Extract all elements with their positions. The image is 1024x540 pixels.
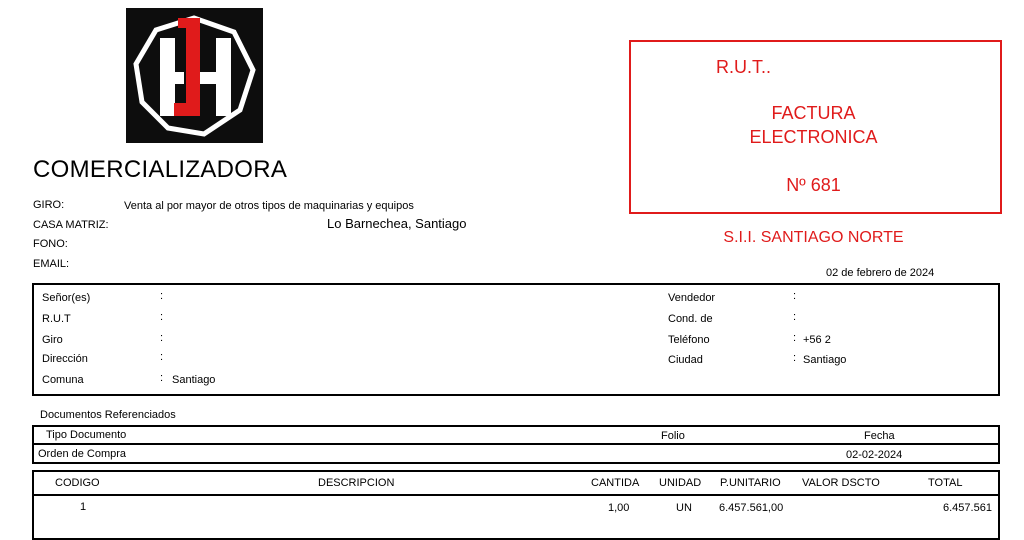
item-total: 6.457.561 <box>943 502 992 514</box>
sep: : <box>793 311 797 323</box>
company-logo <box>126 8 263 143</box>
casa-matriz-label: CASA MATRIZ: <box>33 219 109 231</box>
hex-monogram-logo-icon <box>126 8 263 143</box>
item-cantidad: 1,00 <box>608 502 630 514</box>
giro-label: GIRO: <box>33 199 65 211</box>
item-unidad: UN <box>676 502 692 514</box>
doc-type-line1: FACTURA <box>771 103 856 123</box>
client-label-rut: R.U.T <box>42 313 71 325</box>
items-header-codigo: CODIGO <box>55 477 100 489</box>
fono-label: FONO: <box>33 238 68 250</box>
client-value-telefono: +56 2 <box>803 334 831 346</box>
doc-number: Nº 681 <box>786 175 841 195</box>
client-label-ciudad: Ciudad <box>668 354 703 366</box>
referenced-divider <box>32 443 1000 445</box>
sep: : <box>793 290 797 302</box>
items-divider <box>32 494 1000 496</box>
sii-office: S.I.I. SANTIAGO NORTE <box>723 229 904 246</box>
items-header-punitario: P.UNITARIO <box>720 477 781 489</box>
items-header-dscto: VALOR DSCTO <box>802 477 880 489</box>
rut-label: R.U.T.. <box>716 57 772 77</box>
email-label: EMAIL: <box>33 258 70 270</box>
document-date: 02 de febrero de 2024 <box>826 267 935 279</box>
items-header-unidad: UNIDAD <box>659 477 702 489</box>
items-header-total: TOTAL <box>928 477 963 489</box>
sep: : <box>160 290 164 302</box>
items-header-cantidad: CANTIDA <box>591 477 640 489</box>
client-label-senor: Señor(es) <box>42 292 91 304</box>
client-label-vendedor: Vendedor <box>668 292 716 304</box>
client-label-direccion: Dirección <box>42 353 88 365</box>
casa-matriz-value: Lo Barnechea, Santiago <box>327 216 467 231</box>
referenced-title: Documentos Referenciados <box>40 409 176 421</box>
company-name: COMERCIALIZADORA <box>33 156 288 183</box>
client-label-giro: Giro <box>42 334 63 346</box>
ref-header-fecha: Fecha <box>864 430 895 442</box>
client-label-comuna: Comuna <box>42 374 84 386</box>
sep: : <box>160 311 164 323</box>
sep: : <box>160 332 164 344</box>
ref-header-folio: Folio <box>661 430 685 442</box>
client-label-telefono: Teléfono <box>668 334 710 346</box>
sep: : <box>793 332 797 344</box>
ref-row-fecha: 02-02-2024 <box>846 449 903 461</box>
sep: : <box>160 372 164 384</box>
client-label-cond: Cond. de <box>668 313 713 325</box>
ref-header-tipo: Tipo Documento <box>46 429 127 441</box>
sep: : <box>160 351 164 363</box>
ref-row-tipo: Orden de Compra <box>38 448 127 460</box>
giro-value: Venta al por mayor de otros tipos de maquinarias y equipos <box>124 200 414 212</box>
sep: : <box>793 352 797 364</box>
item-punitario: 6.457.561,00 <box>719 502 784 514</box>
client-value-comuna: Santiago <box>172 374 216 386</box>
doc-type-line2: ELECTRONICA <box>749 127 878 147</box>
item-codigo: 1 <box>80 501 87 513</box>
client-value-ciudad: Santiago <box>803 354 847 366</box>
items-header-descripcion: DESCRIPCION <box>318 477 395 489</box>
